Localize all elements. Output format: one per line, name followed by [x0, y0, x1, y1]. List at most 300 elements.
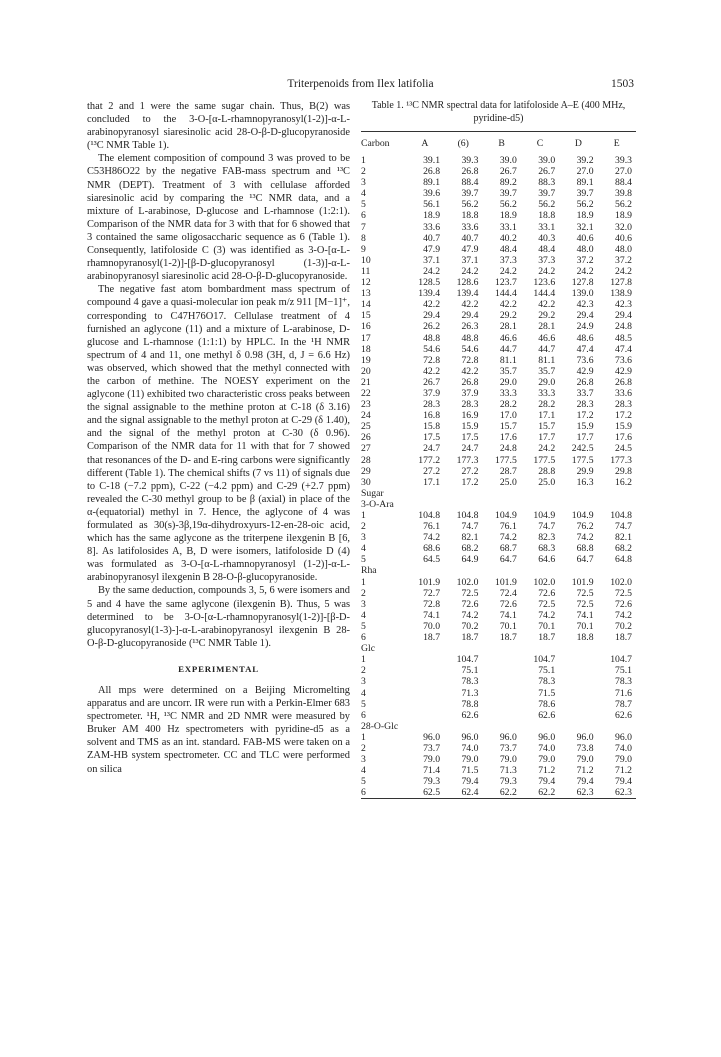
table-cell: 68.2	[461, 543, 479, 555]
row-label: 27	[361, 443, 371, 455]
row-label: 2	[361, 742, 366, 754]
table-cell: 88.4	[461, 177, 479, 189]
table-cell: 74.7	[538, 521, 556, 533]
section-label: Sugar	[361, 487, 384, 499]
table-row	[361, 399, 636, 410]
table-row	[361, 599, 636, 610]
table-cell	[482, 654, 520, 665]
table-cell: 46.6	[538, 332, 556, 344]
table-row	[361, 610, 636, 621]
table-cell: 72.8	[461, 354, 479, 366]
table-cell: 64.5	[423, 554, 441, 566]
table-row	[361, 377, 636, 388]
table-cell: 26.7	[423, 376, 441, 388]
section-row	[361, 488, 636, 499]
table-row	[361, 410, 636, 421]
table-row	[361, 632, 636, 643]
table-row	[361, 776, 636, 787]
table-row	[361, 754, 636, 765]
table-cell: 42.2	[461, 365, 479, 377]
table-cell: 44.7	[538, 343, 556, 355]
row-label: 4	[361, 543, 366, 555]
row-label: 6	[361, 210, 366, 222]
table-cell: 73.7	[499, 742, 517, 754]
section-label: 28-O-Glc	[361, 720, 399, 732]
table-cell: 16.9	[461, 410, 479, 422]
table-cell: 64.8	[615, 554, 632, 566]
table-cell: 35.7	[538, 365, 556, 377]
table-row	[361, 577, 636, 588]
table-cell: 75.1	[461, 665, 479, 677]
table-cell: 79.0	[615, 754, 632, 766]
table-row	[361, 710, 636, 721]
table-cell: 96.0	[461, 731, 479, 743]
table-cell: 56.2	[499, 199, 517, 211]
table-cell: 72.8	[423, 354, 441, 366]
table-cell: 37.2	[576, 254, 594, 266]
table-cell	[482, 676, 520, 687]
paragraph-2: The element composition of compound 3 was proved to be C53H86O22 by the negative FAB-mass spectrum and ¹³C NMR (DEPT). Treatment of 3 with cellulase afforded siaresinolic acid by comparing the ¹³C NMR data, and a mixture of L-arabinose, D-glucose and L-rhamnose (1:2:1). Comparison of the NMR data for 3 with that for 6 showed that 3 contained the same oligosaccharic sequence as 6 (Table 1). Consequently, latifoloside C (3) was identified as 3-O-[α-L-rhamnopyranosyl(1-2)]-[β-D-glucopyranosyl (1-3)]-α-L-arabinopyranosyl siaresinolic acid 28-O-β-D-glucopyranoside.	[87, 153, 350, 283]
table-cell: 71.3	[499, 765, 517, 777]
table-cell: 29.2	[499, 310, 517, 322]
table-cell: 32.0	[615, 221, 632, 233]
table-cell: 68.8	[576, 543, 594, 555]
table-cell: 42.2	[538, 299, 556, 311]
table-row	[361, 432, 636, 443]
row-label: 10	[361, 254, 371, 266]
table-row	[361, 543, 636, 554]
table-cell: 73.8	[576, 742, 594, 754]
table-row	[361, 787, 636, 798]
table-cell: 17.2	[615, 410, 632, 422]
table-cell: 101.9	[571, 576, 594, 588]
table-cell: 27.0	[615, 166, 632, 178]
table-cell: 44.7	[499, 343, 517, 355]
table-cell: 26.3	[461, 321, 479, 333]
table-cell: 29.4	[423, 310, 441, 322]
row-label: 6	[361, 709, 366, 721]
table-cell: 74.0	[538, 742, 556, 754]
table-cell: 18.9	[615, 210, 632, 222]
row-label: 11	[361, 265, 371, 277]
row-label: 17	[361, 332, 371, 344]
table-cell	[482, 710, 520, 721]
table-cell: 29.0	[499, 376, 517, 388]
table-cell: 71.6	[615, 687, 632, 699]
row-label: 25	[361, 421, 371, 433]
table-cell: 40.7	[461, 232, 479, 244]
table-cell: 79.0	[538, 754, 556, 766]
table-cell: 24.2	[499, 265, 517, 277]
table-cell: 17.1	[538, 410, 556, 422]
row-label: 1	[361, 510, 366, 521]
table-cell: 48.5	[615, 332, 632, 344]
table-cell: 79.4	[615, 776, 632, 788]
table-cell: 48.8	[423, 332, 441, 344]
table-cell: 17.0	[499, 410, 517, 422]
table-cell: 39.7	[576, 188, 594, 200]
table-cell: 79.4	[538, 776, 556, 788]
table-cell: 72.5	[576, 598, 594, 610]
table-cell: 39.1	[423, 155, 441, 166]
table-cell: 96.0	[499, 731, 517, 743]
row-label: 3	[361, 177, 366, 189]
table-cell: 62.3	[576, 787, 594, 799]
table-cell: 79.0	[461, 754, 479, 766]
table-cell: 24.8	[499, 443, 517, 455]
row-label: 3	[361, 532, 366, 544]
section-label: Glc	[361, 643, 375, 655]
table-cell: 56.2	[615, 199, 632, 211]
table-cell: 70.0	[423, 620, 441, 632]
table-cell: 73.6	[615, 354, 632, 366]
table-cell: 81.1	[499, 354, 517, 366]
table-cell: 81.1	[538, 354, 556, 366]
table-cell	[559, 665, 597, 676]
table-cell: 79.4	[461, 776, 479, 788]
table-cell: 48.0	[615, 243, 632, 255]
table-cell: 104.7	[456, 654, 479, 666]
table-cell: 72.6	[461, 598, 479, 610]
table-cell: 46.6	[499, 332, 517, 344]
table-cell: 139.4	[456, 288, 479, 300]
table-cell: 70.1	[499, 620, 517, 632]
table-caption: Table 1. ¹³C NMR spectral data for latifoloside A–E (400 MHz, pyridine-d5)	[371, 100, 626, 124]
row-label: 16	[361, 321, 371, 333]
column-header-carbon: Carbon	[361, 138, 390, 149]
row-label: 24	[361, 410, 371, 422]
table-cell: 26.8	[576, 376, 594, 388]
table-cell: 76.1	[499, 521, 517, 533]
table-cell: 24.2	[538, 265, 556, 277]
table-cell: 79.3	[423, 776, 441, 788]
table-cell: 47.9	[423, 243, 441, 255]
table-cell: 28.8	[538, 465, 556, 477]
table-cell: 16.2	[615, 476, 632, 488]
table-cell: 102.0	[456, 576, 479, 588]
table-cell: 75.1	[615, 665, 632, 677]
table-cell: 39.2	[576, 155, 594, 166]
row-label: 1	[361, 155, 366, 166]
table-row	[361, 665, 636, 676]
table-row	[361, 177, 636, 188]
row-label: 2	[361, 665, 366, 677]
table-cell: 56.2	[576, 199, 594, 211]
table-row	[361, 732, 636, 743]
table-cell: 71.2	[615, 765, 632, 777]
table-cell: 101.9	[494, 576, 517, 588]
table-row	[361, 421, 636, 432]
table-cell: 70.1	[538, 620, 556, 632]
row-label: 14	[361, 299, 371, 311]
table-cell: 16.3	[576, 476, 594, 488]
table-cell: 104.7	[533, 654, 556, 666]
section-row	[361, 565, 636, 576]
table-cell: 104.9	[571, 510, 594, 521]
table-cell: 88.3	[538, 177, 556, 189]
table-cell: 48.4	[538, 243, 556, 255]
table-cell: 35.7	[499, 365, 517, 377]
nmr-table	[361, 132, 636, 798]
table-cell: 101.9	[418, 576, 441, 588]
table-cell: 17.6	[499, 432, 517, 444]
table-cell: 70.2	[461, 620, 479, 632]
table-cell	[559, 699, 597, 710]
table-cell: 79.3	[499, 776, 517, 788]
table-cell: 29.4	[461, 310, 479, 322]
table-cell: 18.9	[576, 210, 594, 222]
table-cell: 70.1	[576, 620, 594, 632]
table-cell: 71.4	[423, 765, 441, 777]
table-cell: 78.3	[538, 676, 556, 688]
table-cell: 82.3	[538, 532, 556, 544]
table-cell: 29.8	[615, 465, 632, 477]
table-cell: 24.2	[423, 265, 441, 277]
table-cell: 27.2	[423, 465, 441, 477]
row-label: 18	[361, 343, 371, 355]
table-cell: 25.0	[499, 476, 517, 488]
table-cell: 78.3	[461, 676, 479, 688]
table-cell: 144.4	[533, 288, 556, 300]
row-label: 2	[361, 521, 366, 533]
table-row	[361, 277, 636, 288]
table-row	[361, 388, 636, 399]
table-cell: 26.8	[423, 166, 441, 178]
table-cell: 79.0	[499, 754, 517, 766]
row-label: 30	[361, 476, 371, 488]
paragraph-3: The negative fast atom bombardment mass spectrum of compound 4 gave a quasi-molecular ion peak m/z 911 [M−1]⁺, corresponding to C47H76O17. Cellulase treatment of 4 furnished an aglycone (11) and a mixture of L-arabinose, D-glucose and L-rhamnose (1:1:1) by HPLC. In the ¹H NMR spectrum of 4 and 11, one methyl δ 0.98 (3H, d, J = 6.6 Hz) was observed, which showed that the methyl connected with the carbon of methine. The NOESY experiment on the aglycone (11) exhibited two characteristic cross peaks between the signal assignable to the methine proton at C-18 (δ 3.16) and the signal assignable to the methyl proton at C-29 (δ 1.40), and the signal of the methyl proton at C-30 (δ 0.96). Comparison of the NMR data for 11 with that for 7 showed that resonances of the D- and E-ring carbons were significantly different (Table 1). The chemical shifts (7 vs 11) of signals due to C-18 (−7.2 ppm), C-22 (−4.2 ppm) and C-29 (+2.7 ppm) revealed the C-30 methyl group to be β (axial) in place of the α-(equatorial) methyl in 7. Hence, the aglycone of 4 was formulated as 30(s)-3β,19α-dihydroxyurs-12-en-28-oic acid, which has the same aglycone as the triterpene ilexgenin B [6, 8]. As latifolosides A, B, D were isomers, latifoloside D (4) was formulated as 3-O-[α-L-rhamnopyranosyl (1-2)]-α-L-arabinopyranosyl ilexgenin B 28-O-β-glucopyranoside.	[87, 284, 350, 584]
table-cell: 17.1	[423, 476, 441, 488]
table-cell: 56.2	[538, 199, 556, 211]
table-cell: 28.3	[615, 399, 632, 411]
table-cell: 47.4	[615, 343, 632, 355]
row-label: 26	[361, 432, 371, 444]
section-label: Rha	[361, 565, 377, 577]
table-cell: 71.2	[576, 765, 594, 777]
table-cell	[406, 676, 444, 687]
table-cell	[559, 710, 597, 721]
table-cell: 68.6	[423, 543, 441, 555]
table-cell: 74.1	[576, 609, 594, 621]
table-cell: 72.4	[499, 587, 517, 599]
table-row	[361, 588, 636, 599]
table-row	[361, 676, 636, 687]
table-cell: 123.7	[494, 277, 517, 289]
table-cell: 26.7	[499, 166, 517, 178]
table-cell: 48.4	[499, 243, 517, 255]
table-cell: 39.7	[538, 188, 556, 200]
table-cell: 28.3	[461, 399, 479, 411]
table-row	[361, 310, 636, 321]
table-block	[361, 100, 636, 799]
table-cell: 54.6	[461, 343, 479, 355]
row-label: 29	[361, 465, 371, 477]
table-cell: 24.7	[461, 443, 479, 455]
table-cell: 139.4	[418, 288, 441, 300]
row-label: 4	[361, 687, 366, 699]
table-cell: 15.9	[615, 421, 632, 433]
table-cell: 68.3	[538, 543, 556, 555]
table-cell: 15.8	[423, 421, 441, 433]
table-cell: 17.2	[461, 476, 479, 488]
table-cell: 28.1	[538, 321, 556, 333]
row-label: 4	[361, 609, 366, 621]
table-cell: 29.0	[538, 376, 556, 388]
table-cell	[406, 710, 444, 721]
table-cell: 18.7	[538, 632, 556, 644]
table-cell: 104.8	[456, 510, 479, 521]
row-label: 6	[361, 787, 366, 799]
table-cell: 72.6	[538, 587, 556, 599]
experimental-paragraph: All mps were determined on a Beijing Micromelting apparatus and are uncorr. IR were run with a Perkin-Elmer 683 spectrometer. ¹H, ¹³C NMR and 2D NMR were measured by Bruker AM 400 Hz spectrometers with pyridine-d5 as a solvent and TMS as an int. standard. FAB-MS were taken on a ZAM-HB system spectrometer. CC and TLC were performed on silica	[87, 684, 350, 775]
table-cell: 104.7	[610, 654, 632, 666]
table-cell: 74.2	[538, 609, 556, 621]
table-cell: 96.0	[576, 731, 594, 743]
row-label: 2	[361, 166, 366, 178]
table-cell: 74.2	[576, 532, 594, 544]
table-cell: 73.7	[423, 742, 441, 754]
table-cell: 79.4	[576, 776, 594, 788]
table-cell: 29.4	[576, 310, 594, 322]
table-cell: 37.3	[499, 254, 517, 266]
table-cell: 28.1	[499, 321, 517, 333]
table-row	[361, 355, 636, 366]
table-cell	[406, 654, 444, 665]
table-cell: 144.4	[494, 288, 517, 300]
table-cell: 62.6	[615, 709, 632, 721]
table-cell: 37.1	[423, 254, 441, 266]
table-row	[361, 255, 636, 266]
table-cell: 96.0	[538, 731, 556, 743]
column-header-d: D	[574, 138, 582, 149]
table-cell: 78.3	[615, 676, 632, 688]
row-label: 28	[361, 454, 371, 466]
table-cell: 102.0	[533, 576, 556, 588]
table-cell: 56.1	[423, 199, 441, 211]
table-cell: 48.6	[576, 332, 594, 344]
table-cell: 33.6	[461, 221, 479, 233]
left-column	[87, 100, 350, 776]
table-cell: 18.8	[576, 632, 594, 644]
table-row	[361, 455, 636, 466]
table-cell: 27.0	[576, 166, 594, 178]
table-row	[361, 532, 636, 543]
experimental-heading: EXPERIMENTAL	[178, 663, 259, 674]
row-label: 23	[361, 399, 371, 411]
table-cell: 75.1	[538, 665, 556, 677]
row-label: 12	[361, 277, 371, 289]
table-cell: 15.7	[499, 421, 517, 433]
table-header-row	[361, 132, 636, 155]
row-label: 22	[361, 387, 371, 399]
table-cell	[406, 665, 444, 676]
section-row	[361, 499, 636, 510]
table-cell: 72.6	[615, 598, 632, 610]
row-label: 5	[361, 698, 366, 710]
row-label: 20	[361, 365, 371, 377]
table-cell: 74.0	[615, 742, 632, 754]
table-cell: 74.0	[461, 742, 479, 754]
table-cell: 48.0	[576, 243, 594, 255]
table-cell: 127.8	[610, 277, 632, 289]
table-cell: 33.1	[538, 221, 556, 233]
table-cell: 177.3	[610, 454, 632, 466]
table-cell: 47.9	[461, 243, 479, 255]
table-cell: 39.3	[615, 155, 632, 166]
table-row	[361, 688, 636, 699]
row-label: 2	[361, 587, 366, 599]
table-cell: 71.5	[461, 765, 479, 777]
table-cell: 64.6	[538, 554, 556, 566]
table-cell: 177.2	[418, 454, 441, 466]
table-cell: 71.3	[461, 687, 479, 699]
table-cell: 74.2	[423, 532, 441, 544]
table-cell: 28.7	[499, 465, 517, 477]
table-cell: 40.6	[576, 232, 594, 244]
running-title: Triterpenoids from Ilex latifolia	[287, 78, 434, 90]
table-cell: 39.7	[461, 188, 479, 200]
table-cell: 74.1	[499, 609, 517, 621]
table-cell: 42.2	[423, 299, 441, 311]
table-cell: 17.5	[423, 432, 441, 444]
row-label: 6	[361, 632, 366, 644]
column-header-c: C	[536, 138, 544, 149]
table-row	[361, 333, 636, 344]
table-row	[361, 166, 636, 177]
table-cell: 64.7	[576, 554, 594, 566]
table-cell: 28.3	[423, 399, 441, 411]
table-cell: 123.6	[533, 277, 556, 289]
table-cell: 33.3	[499, 387, 517, 399]
table-cell: 28.2	[499, 399, 517, 411]
table-cell: 242.5	[571, 443, 594, 455]
table-cell: 37.3	[538, 254, 556, 266]
table-cell: 40.2	[499, 232, 517, 244]
table-cell: 96.0	[615, 731, 632, 743]
table-row	[361, 288, 636, 299]
table-cell: 177.5	[571, 454, 594, 466]
row-label: 13	[361, 288, 371, 300]
table-cell: 54.6	[423, 343, 441, 355]
table-cell: 74.1	[423, 609, 441, 621]
table-cell: 27.2	[461, 465, 479, 477]
row-label: 5	[361, 776, 366, 788]
column-header-e: E	[613, 138, 620, 149]
section-row	[361, 643, 636, 654]
table-cell: 24.5	[615, 443, 632, 455]
row-label: 1	[361, 576, 366, 588]
table-cell: 18.9	[423, 210, 441, 222]
row-label: 1	[361, 731, 366, 743]
table-cell: 42.9	[576, 365, 594, 377]
table-cell: 62.6	[538, 709, 556, 721]
row-label: 9	[361, 243, 366, 255]
table-cell: 73.6	[576, 354, 594, 366]
row-label: 4	[361, 188, 366, 200]
table-row	[361, 321, 636, 332]
table-row	[361, 765, 636, 776]
table-cell: 79.0	[423, 754, 441, 766]
table-cell: 15.7	[538, 421, 556, 433]
table-cell: 78.8	[461, 698, 479, 710]
table-cell: 104.9	[494, 510, 517, 521]
table-cell: 68.2	[615, 543, 632, 555]
table-row	[361, 621, 636, 632]
table-cell: 88.4	[615, 177, 632, 189]
table-cell: 24.2	[461, 265, 479, 277]
table-cell: 17.5	[461, 432, 479, 444]
table-cell: 18.8	[461, 210, 479, 222]
